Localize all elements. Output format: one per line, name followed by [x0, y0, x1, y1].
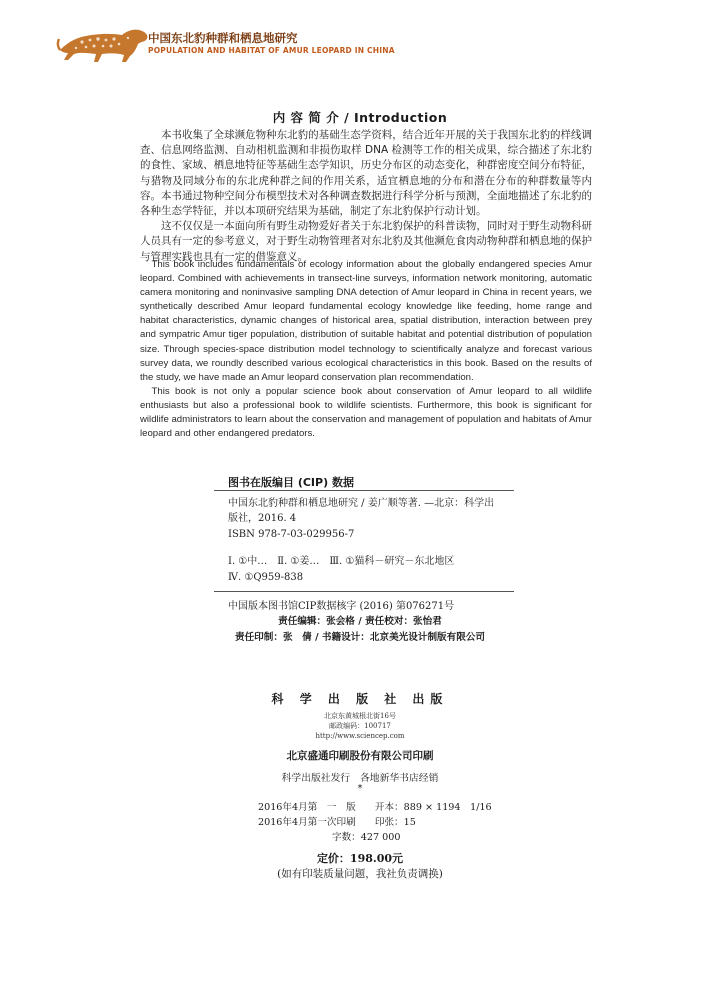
production-credits: 责任印制：张 倩 / 书籍设计：北京美光设计制版有限公司 [234, 632, 486, 643]
publisher-address: 北京东黄城根北街16号 [324, 712, 396, 720]
book-header [56, 20, 656, 68]
intro-en-paragraph: This book is not only a popular science book about conservation of Amur leopard to all wildlife enthusiasts but also a professional book to wildlife scientists. Furthermore, this book is significant for wildlife administrators to learn about the conservation and management of population and habitats of Amur leopard and other endangered predators. [140, 385, 592, 440]
cip-record-number: 中国版本图书馆CIP数据核字 (2016) 第076271号 [228, 601, 455, 612]
edition-block [258, 800, 492, 846]
divider [214, 591, 514, 592]
cip-block [228, 496, 500, 585]
introduction-en [140, 258, 592, 441]
intro-cn-paragraph: 本书收集了全球濒危物种东北豹的基础生态学资料，结合近年开展的关于我国东北豹的样线调查、信息网络监测、自动相机监测和非损伤取样 DNA 检测等工作的相关成果，综合描述了东北豹的食性、家域、栖息地特征等基础生态学知识，历史分布区的动态变化，种群密度空间分布特征，与猎物及同域分布的东北虎种群之间的作用关系，适宜栖息地的分布和潜在分布的种群数量等内容。本书通过物种空间分布模型技术对各种调查数据进行科学分析与预测，全面地描述了东北豹的各种生态学特征，并以本项研究结果为基础，制定了东北豹保护行动计划。 [140, 129, 592, 218]
editor-credits: 责任编辑：张会格 / 责任校对：张怡君 [278, 616, 442, 627]
cip-classification: Ⅳ. ①Q959-838 [228, 571, 304, 583]
printing-line: 2016年4月第一次印刷 印张：15 [258, 817, 416, 829]
leopard-icon [56, 20, 152, 64]
publisher-postcode: 邮政编码：100717 [329, 722, 391, 730]
edition-line: 2016年4月第 一 版 开本：889 × 1194 1/16 [258, 802, 492, 813]
price: 定价：198.00元 [316, 852, 404, 865]
intro-en-paragraph: This book includes fundamentals of ecology information about the globally endangered species Amur leopard. Combined with achievements in transect-line surveys, information network monitoring, automatic camera monitoring and noninvasive sampling DNA detection of Amur leopard in China in recent years, we synthetically described Amur leopard fundamental ecology knowledge like feeding, home range and habitat characteristics, dynamic changes of historical area, spatial distribution, interaction between prey and sympatric Amur tiger population, distribution of suitable habitat and potential distribution of population size. Through species-space distribution model technology to scientifically analyze and forecast various survey data, we roundly described various ecological characteristics in this book. Based on the results of the study, we have made an Amur leopard conservation plan recommendation. [140, 259, 592, 383]
cip-isbn: ISBN 978-7-03-029956-7 [228, 528, 355, 540]
intro-cn-paragraph: 这不仅仅是一本面向所有野生动物爱好者关于东北豹保护的科普读物，同时对于野生动物科研人员具有一定的参考意义，对于野生动物管理者对东北豹及其他濒危食肉动物种群和栖息地的保护与管理实践也具有一定的借鉴意义。 [140, 220, 592, 263]
book-title-cn: 中国东北豹种群和栖息地研究 [148, 31, 298, 45]
printer-name: 北京盛通印刷股份有限公司印刷 [286, 750, 434, 762]
cip-heading: 图书在版编目 (CIP) 数据 [228, 476, 354, 489]
publisher-name: 科 学 出 版 社 出版 [271, 692, 449, 706]
word-count: 字数：427 000 [332, 832, 401, 844]
cip-classification: Ⅰ. ①中… Ⅱ. ①姜… Ⅲ. ①猫科－研究－东北地区 [228, 556, 455, 568]
publisher-url: http://www.sciencep.com [315, 732, 405, 740]
introduction-heading: 内 容 简 介 / Introduction [272, 110, 448, 125]
distribution-line: 科学出版社发行 各地新华书店经销 [281, 773, 439, 784]
divider [214, 490, 514, 491]
quality-notice: (如有印装质量问题，我社负责调换) [277, 868, 443, 880]
cip-citation: 中国东北豹种群和栖息地研究 / 姜广顺等著. —北京：科学出版社，2016. 4 [228, 498, 495, 525]
star-separator: * [357, 783, 363, 794]
introduction-cn [140, 128, 592, 265]
book-title-en: POPULATION AND HABITAT OF AMUR LEOPARD IN CHINA [148, 46, 395, 55]
